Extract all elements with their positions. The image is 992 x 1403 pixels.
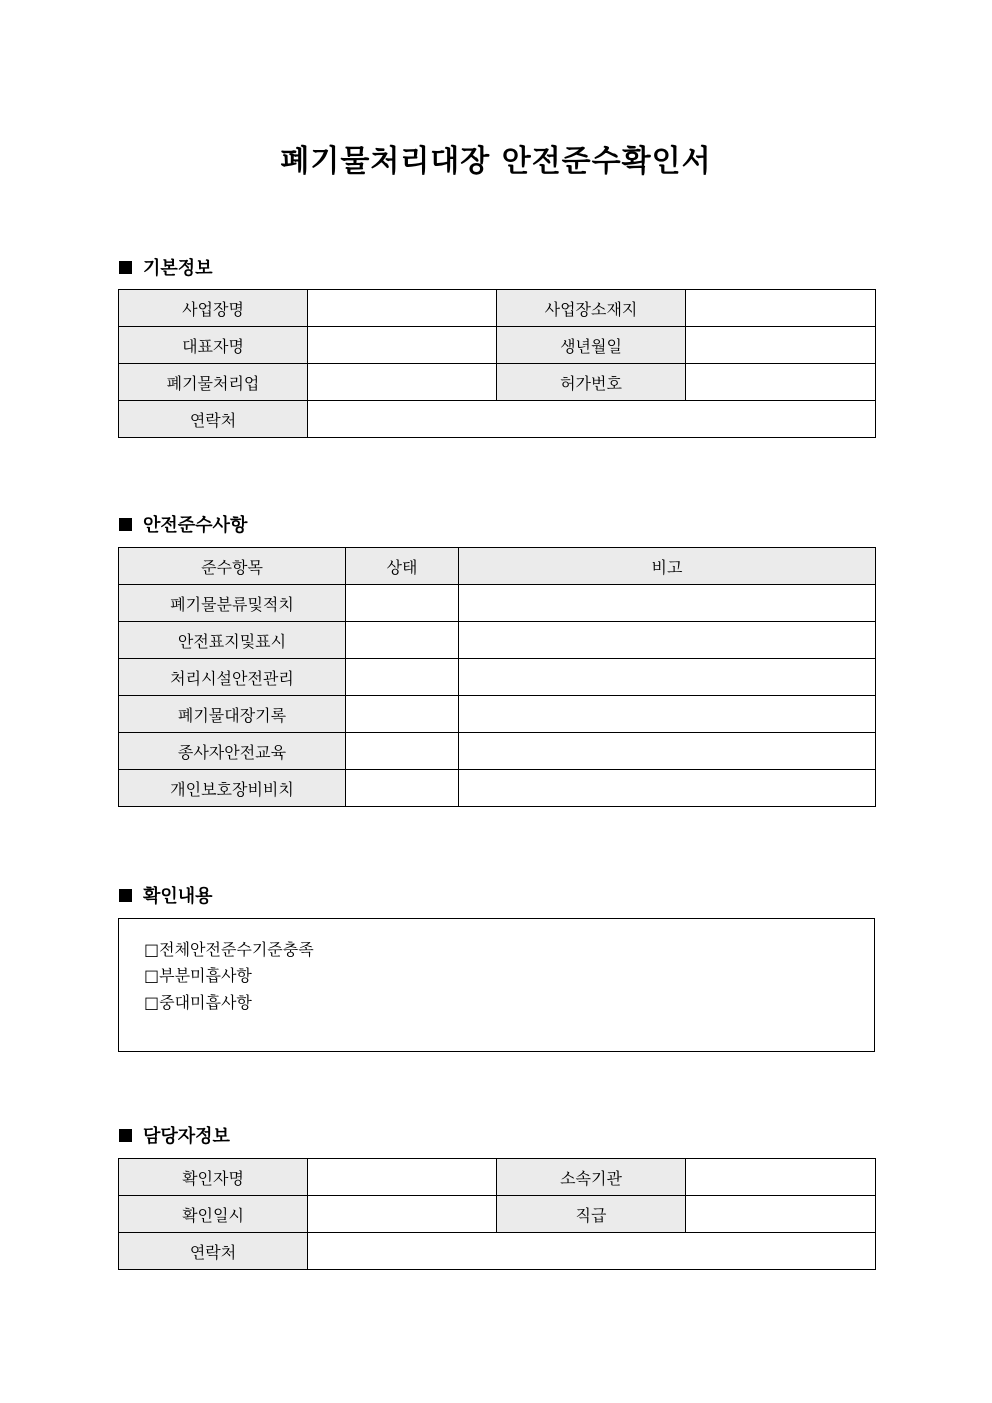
position-label: 직급 bbox=[497, 1196, 686, 1233]
confirmer-label: 확인자명 bbox=[119, 1159, 308, 1196]
section-heading-confirm bbox=[119, 882, 213, 908]
manager-contact-label: 연락처 bbox=[119, 1233, 308, 1270]
square-bullet-icon bbox=[119, 261, 132, 274]
birth-date-field[interactable] bbox=[686, 327, 876, 364]
confirm-datetime-field[interactable] bbox=[308, 1196, 497, 1233]
option-full-compliance[interactable]: □전체안전준수기준충족 bbox=[144, 940, 314, 959]
table-row bbox=[119, 1159, 876, 1196]
option-partial-deficiency[interactable]: □부분미흡사항 bbox=[144, 966, 252, 985]
document-title: 폐기물처리대장 안전준수확인서 bbox=[280, 144, 712, 179]
remarks-cell[interactable] bbox=[459, 770, 876, 807]
table-row bbox=[119, 1196, 876, 1233]
safety-item-label: 폐기물분류및적치 bbox=[119, 585, 346, 622]
confirm-datetime-label: 확인일시 bbox=[119, 1196, 308, 1233]
table-row bbox=[119, 696, 876, 733]
confirm-box bbox=[118, 918, 875, 1052]
business-name-field[interactable] bbox=[308, 290, 497, 327]
table-row bbox=[119, 622, 876, 659]
table-row bbox=[119, 327, 876, 364]
option-major-deficiency[interactable]: □중대미흡사항 bbox=[144, 993, 252, 1012]
status-cell[interactable] bbox=[346, 622, 459, 659]
birth-date-label: 생년월일 bbox=[497, 327, 686, 364]
safety-item-label: 처리시설안전관리 bbox=[119, 659, 346, 696]
business-name-label: 사업장명 bbox=[119, 290, 308, 327]
column-header-status: 상태 bbox=[346, 548, 459, 585]
organization-label: 소속기관 bbox=[497, 1159, 686, 1196]
safety-table bbox=[118, 547, 876, 807]
manager-info-table bbox=[118, 1158, 876, 1270]
remarks-cell[interactable] bbox=[459, 659, 876, 696]
safety-item-label: 안전표지및표시 bbox=[119, 622, 346, 659]
remarks-cell[interactable] bbox=[459, 733, 876, 770]
section-heading-label: 기본정보 bbox=[143, 258, 213, 279]
section-heading-label: 확인내용 bbox=[143, 886, 213, 907]
status-cell[interactable] bbox=[346, 733, 459, 770]
column-header-item: 준수항목 bbox=[119, 548, 346, 585]
status-cell[interactable] bbox=[346, 770, 459, 807]
confirmer-field[interactable] bbox=[308, 1159, 497, 1196]
contact-label: 연락처 bbox=[119, 401, 308, 438]
safety-item-label: 종사자안전교육 bbox=[119, 733, 346, 770]
status-cell[interactable] bbox=[346, 585, 459, 622]
square-bullet-icon bbox=[119, 1129, 132, 1142]
permit-number-label: 허가번호 bbox=[497, 364, 686, 401]
section-heading-basic bbox=[119, 254, 213, 280]
safety-item-label: 폐기물대장기록 bbox=[119, 696, 346, 733]
waste-business-field[interactable] bbox=[308, 364, 497, 401]
representative-field[interactable] bbox=[308, 327, 497, 364]
table-row bbox=[119, 401, 876, 438]
square-bullet-icon bbox=[119, 518, 132, 531]
section-heading-manager bbox=[119, 1122, 230, 1148]
section-heading-label: 안전준수사항 bbox=[143, 515, 248, 536]
table-row bbox=[119, 364, 876, 401]
business-address-field[interactable] bbox=[686, 290, 876, 327]
table-row bbox=[119, 770, 876, 807]
permit-number-field[interactable] bbox=[686, 364, 876, 401]
basic-info-table bbox=[118, 289, 876, 438]
remarks-cell[interactable] bbox=[459, 622, 876, 659]
status-cell[interactable] bbox=[346, 659, 459, 696]
position-field[interactable] bbox=[686, 1196, 876, 1233]
square-bullet-icon bbox=[119, 889, 132, 902]
table-row bbox=[119, 659, 876, 696]
section-heading-label: 담당자정보 bbox=[143, 1126, 230, 1147]
table-row bbox=[119, 733, 876, 770]
contact-field[interactable] bbox=[308, 401, 876, 438]
safety-item-label: 개인보호장비비치 bbox=[119, 770, 346, 807]
waste-business-label: 폐기물처리업 bbox=[119, 364, 308, 401]
business-address-label: 사업장소재지 bbox=[497, 290, 686, 327]
remarks-cell[interactable] bbox=[459, 696, 876, 733]
table-row bbox=[119, 1233, 876, 1270]
column-header-remarks: 비고 bbox=[459, 548, 876, 585]
table-row bbox=[119, 585, 876, 622]
section-heading-safety bbox=[119, 511, 247, 537]
manager-contact-field[interactable] bbox=[308, 1233, 876, 1270]
organization-field[interactable] bbox=[686, 1159, 876, 1196]
remarks-cell[interactable] bbox=[459, 585, 876, 622]
status-cell[interactable] bbox=[346, 696, 459, 733]
representative-label: 대표자명 bbox=[119, 327, 308, 364]
table-header-row bbox=[119, 548, 876, 585]
table-row bbox=[119, 290, 876, 327]
